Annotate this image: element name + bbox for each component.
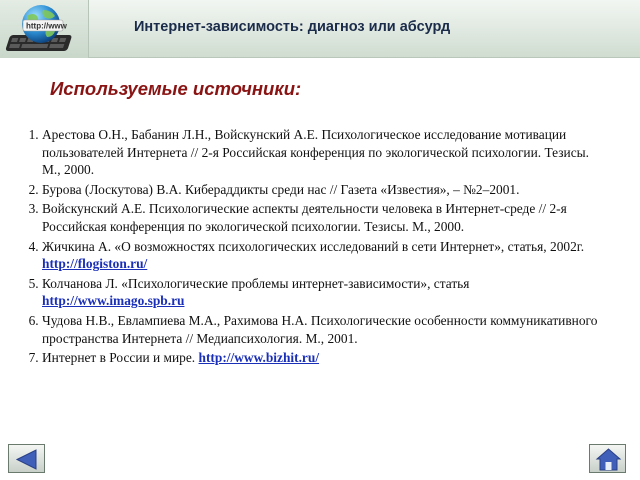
header-divider (0, 57, 640, 58)
list-item (42, 275, 604, 310)
globe-keyboard-icon (3, 2, 83, 56)
source-text: Войскунский А.Е. Психологические аспекты деятельности человека в Интернет-среде // 2-я Российская конференция по экологической психологии. Тезисы. М., 2000. (42, 201, 567, 234)
logo-panel (0, 0, 89, 58)
source-text: Колчанова Л. «Психологические проблемы интернет-зависимости», статья (42, 275, 470, 291)
source-link[interactable]: http://www.bizhit.ru/ (198, 350, 320, 366)
list-item (42, 126, 604, 179)
source-text: Арестова О.Н., Бабанин Л.Н., Войскунский А.Е. Психологическое исследование мотивации пользователей Интернета // 2-я Российская конференция по экологической психологии. Тезисы. М., 2000. (42, 127, 589, 178)
source-text: Жичкина А. «О возможностях психологических исследований в сети Интернет», статья, 2002г. (42, 238, 585, 254)
list-item (42, 181, 604, 199)
logo-text: http://www (26, 21, 67, 31)
list-item (42, 238, 604, 273)
list-item (42, 349, 604, 367)
section-title: Используемые источники: (50, 78, 302, 99)
source-link[interactable]: http://flogiston.ru/ (42, 256, 148, 272)
home-icon (590, 445, 627, 474)
list-item (42, 200, 604, 235)
back-button[interactable] (8, 444, 45, 473)
source-link[interactable]: http://www.imago.spb.ru (42, 293, 185, 309)
arrow-left-icon (9, 445, 46, 474)
list-item (42, 312, 604, 347)
source-text: Чудова Н.В., Евлампиева М.А., Рахимова Н.А. Психологические особенности коммуникативного пространства Интернета // Медиапсихология. М., 2001. (42, 312, 598, 346)
home-button[interactable] (589, 444, 626, 473)
sources-list (4, 126, 604, 369)
source-text: Бурова (Лоскутова) В.А. Кибераддикты среди нас // Газета «Известия», – №2–2001. (42, 181, 520, 197)
source-text: Интернет в России и мире. (42, 350, 199, 366)
page-title: Интернет-зависимость: диагноз или абсурд (134, 19, 451, 35)
